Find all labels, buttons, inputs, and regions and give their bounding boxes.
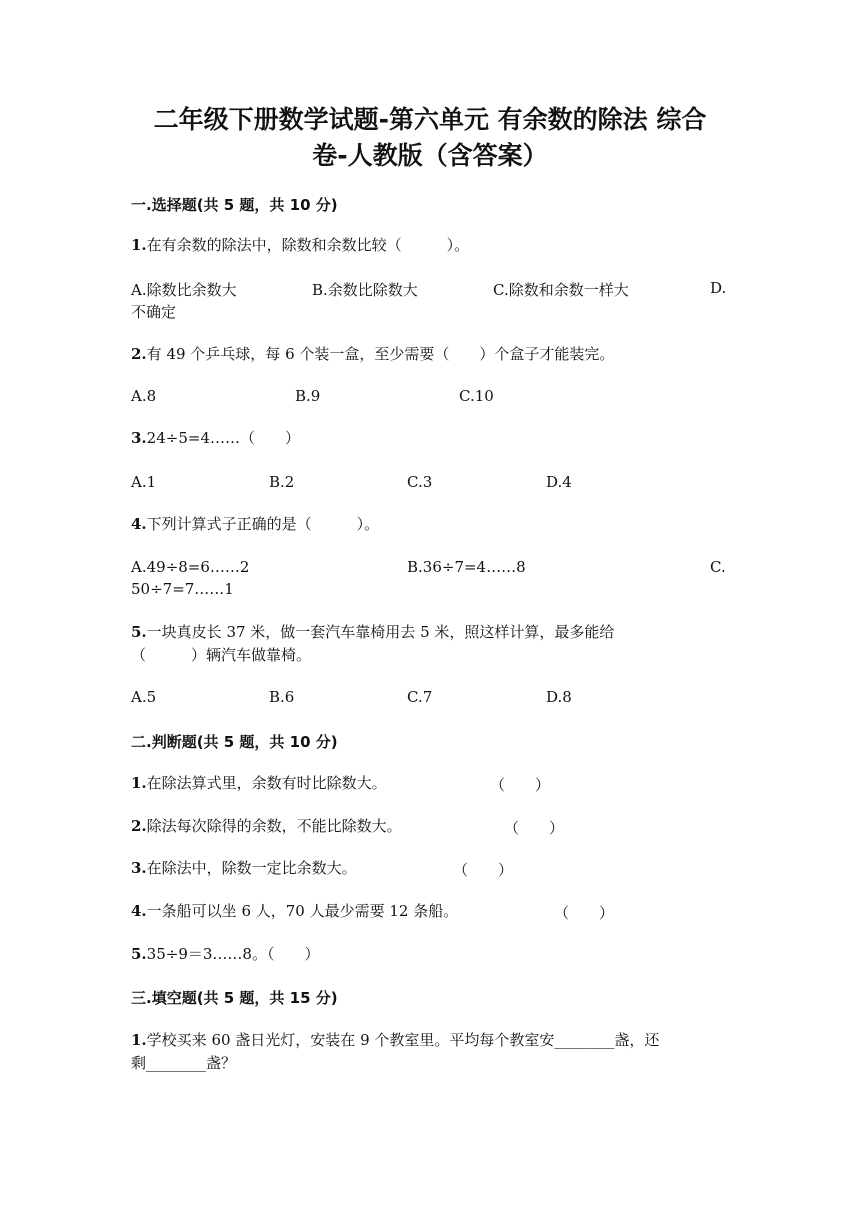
option-c: C.除数和余数一样大 [493,281,629,299]
question-1-3 [131,426,300,451]
option-a: A.8 [131,387,157,405]
option-a: A.5 [131,688,157,706]
question-text: 在除法中，除数一定比余数大。 [146,859,357,877]
question-2-3 [131,856,357,881]
option-b: B.6 [269,688,295,706]
option-d: D. [710,279,727,297]
option-a: A.除数比余数大 [131,281,237,299]
option-d-continued: 不确定 [131,303,177,321]
question-number: 4. [131,515,147,533]
question-number: 3. [131,429,147,447]
option-c-continued: 50÷7=7……1 [131,580,234,598]
question-text: 有 49 个乒乓球，每 6 个装一盒，至少需要（ ）个盒子才能装完。 [146,345,615,363]
question-text-continued: 剩________盏？ [131,1054,237,1072]
question-2-5 [131,942,319,967]
option-b: B.余数比除数大 [312,281,418,299]
question-1-1 [131,233,469,258]
question-number: 3. [131,859,147,877]
question-1-4 [131,512,379,537]
question-number: 1. [131,774,147,792]
question-number: 2. [131,345,147,363]
question-text: 下列计算式子正确的是（ ）。 [146,515,380,533]
question-number: 5. [131,945,147,963]
section-heading-fill-blank: 三.填空题(共 5 题，共 15 分) [131,989,338,1007]
question-2-4 [131,899,458,924]
answer-parentheses: （ ） [554,904,615,922]
option-d: D.4 [546,473,572,491]
question-2-1 [131,771,387,796]
section-heading-choice: 一.选择题(共 5 题，共 10 分) [131,196,338,214]
option-c: C.10 [459,387,494,405]
option-b: B.9 [295,387,321,405]
question-text: 在有余数的除法中，除数和余数比较（ ）。 [146,236,470,254]
option-a: A.49÷8=6……2 [131,558,250,576]
option-b: B.36÷7=4……8 [407,558,526,576]
option-a: A.1 [131,473,157,491]
question-1-2 [131,342,614,367]
title-line-1: 二年级下册数学试题-第六单元 有余数的除法 综合 [153,105,707,134]
question-text: 在除法算式里，余数有时比除数大。 [146,774,387,792]
question-number: 4. [131,902,147,920]
question-text: 一条船可以坐 6 人，70 人最少需要 12 条船。 [146,902,459,920]
question-text: 24÷5=4……（ ） [146,429,300,447]
option-b: B.2 [269,473,295,491]
title-line-2: 卷-人教版（含答案） [312,141,548,170]
answer-parentheses: （ ） [453,861,514,879]
question-text: 学校买来 60 盏日光灯，安装在 9 个教室里。平均每个教室安________盏，还 [146,1031,660,1049]
question-1-5 [131,620,614,645]
option-c: C.7 [407,688,433,706]
option-c: C.3 [407,473,433,491]
answer-parentheses: （ ） [490,776,551,794]
question-text: 一块真皮长 37 米，做一套汽车靠椅用去 5 米，照这样计算，最多能给 [146,623,615,641]
question-number: 5. [131,623,147,641]
question-3-1 [131,1028,659,1053]
question-text-continued: （ ）辆汽车做靠椅。 [131,646,312,664]
question-text: 35÷9＝3……8。（ ） [146,945,320,963]
page-title [100,102,760,174]
section-heading-judgment: 二.判断题(共 5 题，共 10 分) [131,733,338,751]
question-number: 1. [131,236,147,254]
question-number: 1. [131,1031,147,1049]
question-text: 除法每次除得的余数，不能比除数大。 [146,817,402,835]
answer-parentheses: （ ） [504,819,565,837]
option-c: C. [710,558,726,576]
option-d: D.8 [546,688,572,706]
question-2-2 [131,814,402,839]
question-number: 2. [131,817,147,835]
